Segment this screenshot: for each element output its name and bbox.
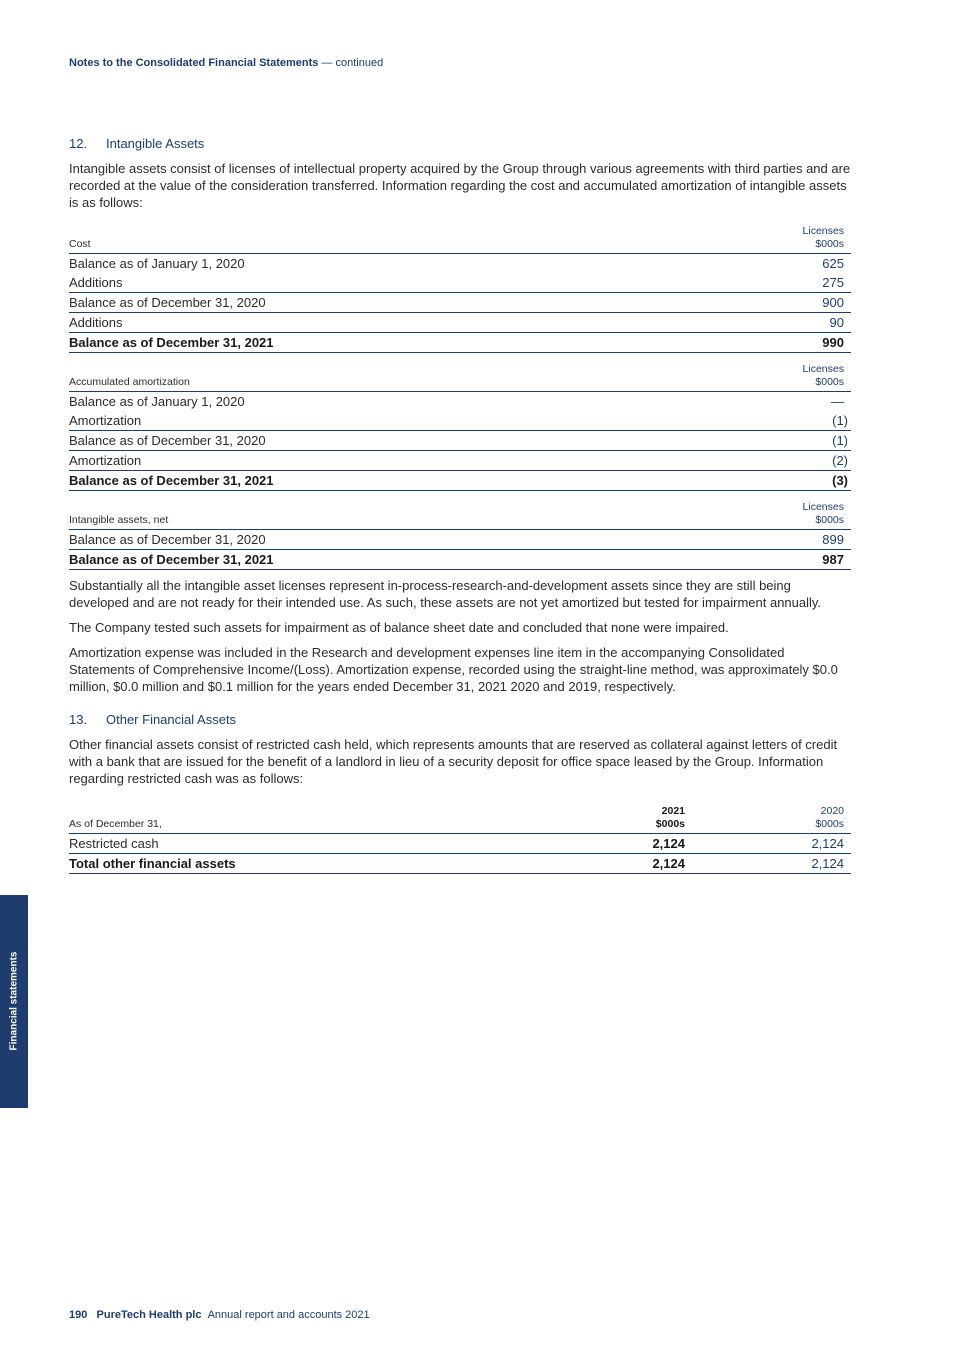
main-content <box>69 136 851 874</box>
section-13-intro: Other financial assets consist of restricted cash held, which represents amounts that are reserved as collateral against letters of credit with a bank that are issued for the benefit of a landlord in lieu of a security deposit for office space leased by the Group. Information regarding restricted cash was as follows: <box>69 737 838 786</box>
section-12-intro: Intangible assets consist of licenses of intellectual property acquired by the Group through various agreements with third parties and are recorded at the value of the consideration transferred. Information regarding the cost and accumulated amortization of intangible assets is as follows: <box>69 161 851 210</box>
row-value: 90 <box>701 313 851 333</box>
row-label: Total other financial assets <box>69 854 625 874</box>
table-row <box>69 530 851 550</box>
footer-document: Annual report and accounts 2021 <box>207 1309 370 1321</box>
amortization-table <box>69 363 851 491</box>
row-value-2021: 2,124 <box>625 854 784 874</box>
cost-col-line2: $000s <box>815 238 844 250</box>
row-label: Balance as of January 1, 2020 <box>69 394 245 409</box>
row-value: 987 <box>701 550 851 570</box>
row-label: Balance as of December 31, 2020 <box>69 293 701 313</box>
row-value: 275 <box>701 273 851 293</box>
table-row <box>69 254 851 274</box>
cost-table-header <box>69 225 851 254</box>
row-label: Amortization <box>69 411 701 431</box>
row-label: Amortization <box>69 451 701 471</box>
section-12-para-3: Amortization expense was included in the Research and development expenses line item in the accompanying Consolidated Statements of Comprehensive Income/(Loss). Amortization expense, recorded using the straight-line method, was approximately $0.0 million, $0.0 million and $0.1 million for the years ended December 31, 2021 2020 and 2019, respectively. <box>69 645 838 694</box>
row-label: Additions <box>69 273 701 293</box>
row-label: Restricted cash <box>69 834 625 854</box>
amortization-column-header <box>701 363 851 392</box>
col-2020-line1: 2020 <box>820 805 844 817</box>
table-row <box>69 834 851 854</box>
page-footer <box>69 1309 370 1321</box>
row-label: Balance as of December 31, 2021 <box>69 333 701 353</box>
section-13-heading <box>69 712 851 727</box>
footer-company: PureTech Health plc <box>96 1309 202 1321</box>
cost-column-header <box>701 225 851 254</box>
restricted-cash-label: As of December 31, <box>69 805 625 834</box>
restricted-cash-table <box>69 805 851 874</box>
table-row-total <box>69 471 851 491</box>
section-12-para-2: The Company tested such assets for impairment as of balance sheet date and concluded that none were impaired. <box>69 620 729 635</box>
net-table <box>69 501 851 570</box>
row-value-2020: 2,124 <box>784 834 851 854</box>
net-table-header <box>69 501 851 530</box>
row-value: 899 <box>701 530 851 550</box>
row-value-2020: 2,124 <box>784 854 851 874</box>
col-2020-header <box>784 805 851 834</box>
section-12-para-1: Substantially all the intangible asset licenses represent in-process-research-and-development assets since they are still being developed and are not ready for their intended use. As such, these assets are not yet amortized but tested for impairment annually. <box>69 578 822 610</box>
row-value: 900 <box>701 293 851 313</box>
amortization-table-header <box>69 363 851 392</box>
row-value: — <box>831 394 844 409</box>
col-2021-header <box>625 805 784 834</box>
cost-col-line1: Licenses <box>802 225 844 237</box>
table-row <box>69 431 851 451</box>
net-label: Intangible assets, net <box>69 501 701 530</box>
row-label: Balance as of December 31, 2020 <box>69 530 701 550</box>
section-12-title: Intangible Assets <box>106 136 205 151</box>
table-row-total <box>69 333 851 353</box>
cost-table <box>69 225 851 353</box>
section-12-heading <box>69 136 851 151</box>
row-value: 990 <box>701 333 851 353</box>
table-row <box>69 273 851 293</box>
table-row-total <box>69 854 851 874</box>
net-col-line1: Licenses <box>802 501 844 513</box>
amortization-label: Accumulated amortization <box>69 363 701 392</box>
header-suffix: — continued <box>318 57 384 69</box>
col-2021-line2: $000s <box>655 818 685 830</box>
restricted-cash-header <box>69 805 851 834</box>
section-sidebar-tab <box>0 895 28 1108</box>
cost-label: Cost <box>69 225 701 254</box>
row-label: Additions <box>69 313 701 333</box>
row-label: Balance as of December 31, 2021 <box>69 471 701 491</box>
col-2021-line1: 2021 <box>661 805 685 817</box>
table-row <box>69 313 851 333</box>
header-title: Notes to the Consolidated Financial Statements <box>69 57 319 69</box>
row-label: Balance as of December 31, 2021 <box>69 550 701 570</box>
amort-col-line2: $000s <box>815 376 844 388</box>
table-row-total <box>69 550 851 570</box>
row-value-2021: 2,124 <box>625 834 784 854</box>
net-column-header <box>701 501 851 530</box>
net-col-line2: $000s <box>815 514 844 526</box>
row-value: (1) <box>701 411 851 431</box>
row-value: (3) <box>701 471 851 491</box>
row-value: (1) <box>701 431 851 451</box>
sidebar-label: Financial statements <box>8 951 20 1051</box>
section-12-number: 12. <box>69 136 88 151</box>
table-row <box>69 411 851 431</box>
table-row <box>69 451 851 471</box>
page-number: 190 <box>69 1309 88 1321</box>
table-row <box>69 293 851 313</box>
col-2020-line2: $000s <box>815 818 844 830</box>
row-value: 625 <box>822 256 844 271</box>
section-13-number: 13. <box>69 712 88 727</box>
amort-col-line1: Licenses <box>802 363 844 375</box>
section-13-title: Other Financial Assets <box>106 712 237 727</box>
row-label: Balance as of December 31, 2020 <box>69 431 701 451</box>
table-row <box>69 392 851 412</box>
row-value: (2) <box>701 451 851 471</box>
running-header <box>69 57 383 69</box>
row-label: Balance as of January 1, 2020 <box>69 256 245 271</box>
